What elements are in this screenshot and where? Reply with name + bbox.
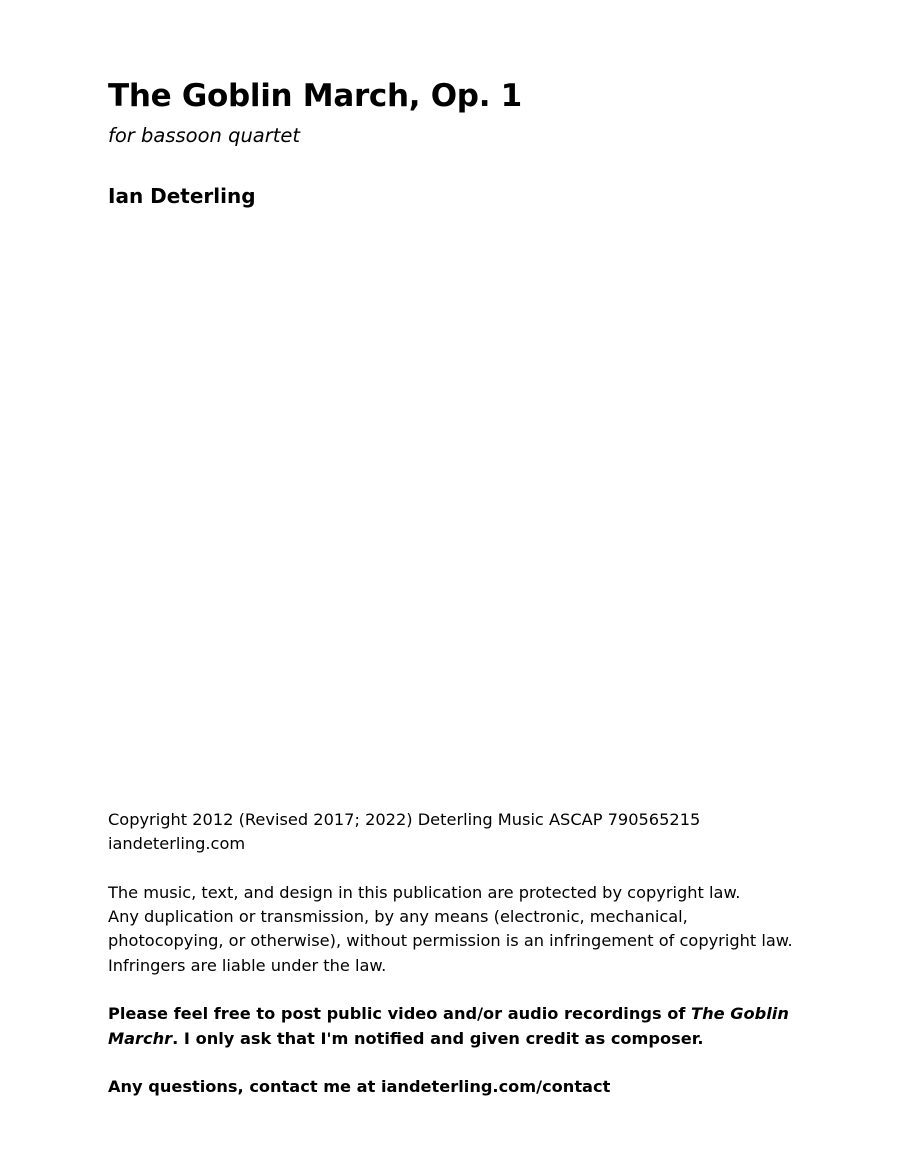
legal-notice-line: Any duplication or transmission, by any means (electronic, mechanical, [108, 907, 688, 927]
page-subtitle: for bassoon quartet [108, 124, 301, 147]
contact-text: Any questions, contact me at iandeterling.com/contact [108, 1077, 611, 1097]
recording-notice-line [108, 1027, 798, 1051]
work-title-reference: Marchr [108, 1028, 173, 1048]
legal-notice-line: photocopying, or otherwise), without permission is an infringement of copyright law. [108, 931, 793, 951]
copyright-line: Copyright 2012 (Revised 2017; 2022) Deterling Music ASCAP 790565215 [108, 810, 701, 829]
recording-notice-line [108, 1002, 798, 1026]
recording-notice [108, 1002, 798, 1051]
page-title: The Goblin March, Op. 1 [108, 78, 522, 114]
copyright-block [108, 808, 798, 857]
legal-notice-line: Infringers are liable under the law. [108, 955, 387, 975]
work-title-reference: The Goblin [691, 1004, 789, 1024]
composer-name: Ian Deterling [108, 184, 256, 208]
website-text: iandeterling.com [108, 834, 246, 854]
recording-notice-prefix: Please feel free to post public video and/or audio recordings of [108, 1004, 692, 1024]
front-matter [108, 808, 798, 1124]
recording-notice-suffix: . I only ask that I'm notified and given credit as composer. [172, 1028, 704, 1048]
contact-notice [108, 1075, 798, 1099]
legal-notice-line: The music, text, and design in this publication are protected by copyright law. [108, 882, 741, 902]
legal-notice [108, 881, 798, 978]
